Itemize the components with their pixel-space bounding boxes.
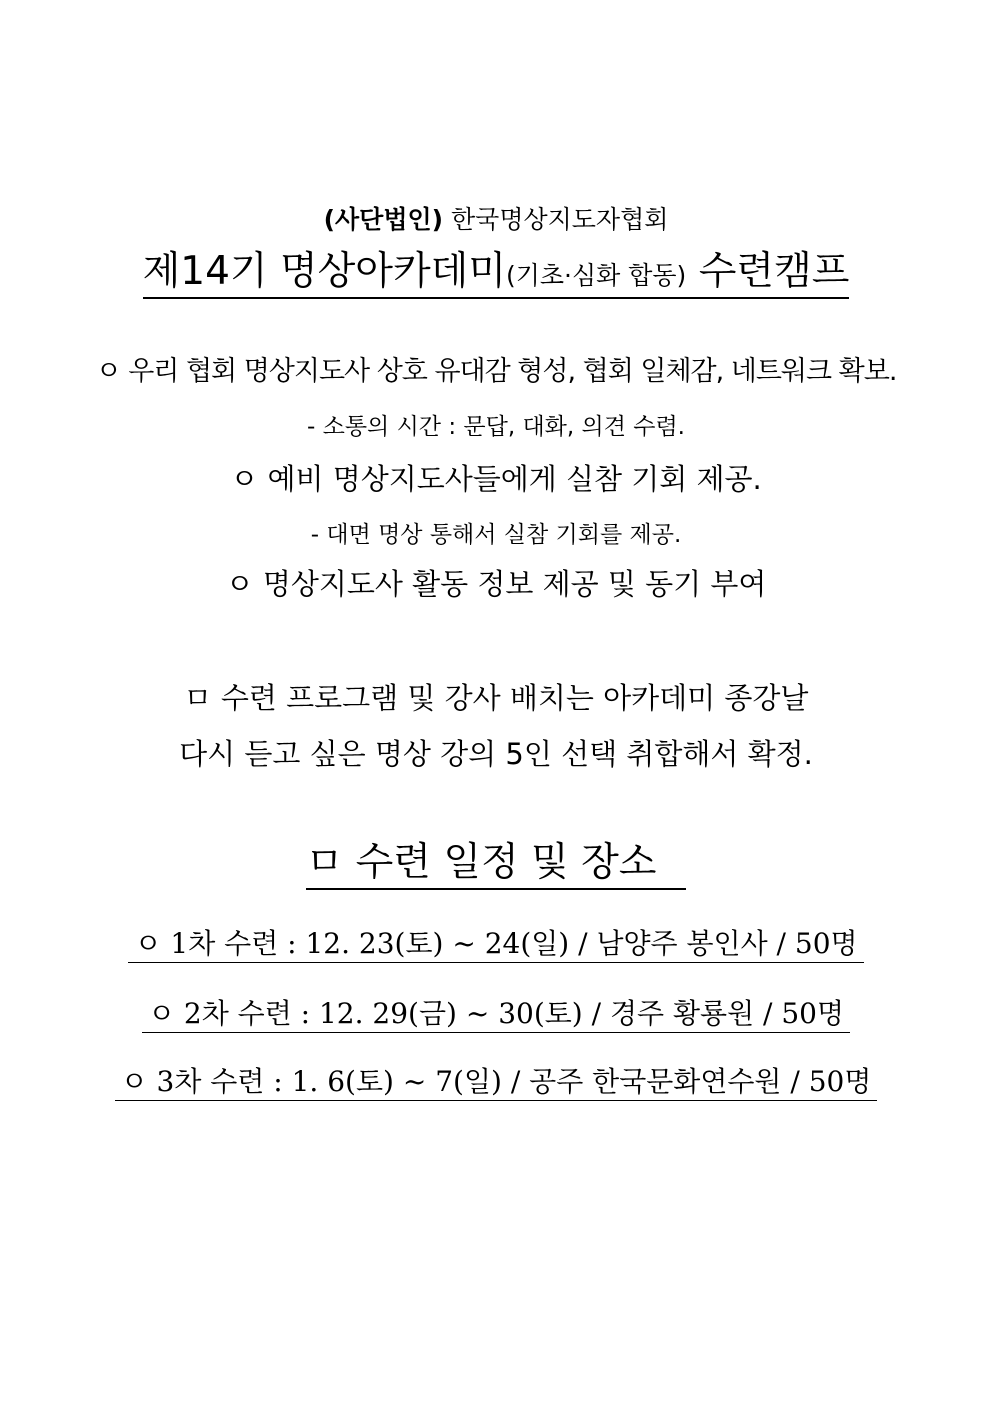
goal-item: ㅇ 명상지도사 활동 정보 제공 및 동기 부여: [225, 567, 767, 601]
goal-item: ㅇ 예비 명상지도사들에게 실참 기회 제공.: [230, 462, 762, 496]
program-note-line-2: 다시 듣고 싶은 명상 강의 5인 선택 취합해서 확정.: [179, 737, 813, 771]
goal-item: ㅇ 우리 협회 명상지도사 상호 유대감 형성, 협회 일체감, 네트워크 확보.: [95, 356, 897, 387]
org-name: 한국명상지도자협회: [451, 205, 669, 234]
schedule-item-text: ㅇ 3차 수련 : 1. 6(토) ~ 7(일) / 공주 한국문화연수원 / 50명: [115, 1068, 878, 1101]
schedule-item: [0, 997, 992, 1033]
title-underline: [142, 249, 850, 299]
goal-subitem: - 대면 명상 통해서 실참 기회를 제공.: [310, 522, 682, 548]
schedule-heading: [0, 840, 992, 890]
page-title: [0, 249, 992, 299]
schedule-item: [0, 1065, 992, 1101]
schedule-heading-text: ㅁ 수련 일정 및 장소: [306, 843, 687, 890]
org-type: (사단법인): [323, 205, 444, 234]
program-note-line-1: ㅁ 수련 프로그램 및 강사 배치는 아카데미 종강날: [183, 681, 809, 715]
schedule-item: [0, 927, 992, 963]
schedule-item-text: ㅇ 2차 수련 : 12. 29(금) ~ 30(토) / 경주 황룡원 / 50명: [142, 1000, 850, 1033]
title-main: 제14기 명상아카데미: [142, 249, 506, 294]
title-subtitle: (기초·심화 합동): [506, 261, 687, 290]
goal-subitem: - 소통의 시간 : 문답, 대화, 의견 수렴.: [307, 414, 685, 440]
organization-line: [0, 207, 992, 232]
title-end: 수련캠프: [698, 249, 850, 294]
schedule-item-text: ㅇ 1차 수련 : 12. 23(토) ~ 24(일) / 남양주 봉인사 / 50명: [128, 930, 863, 963]
